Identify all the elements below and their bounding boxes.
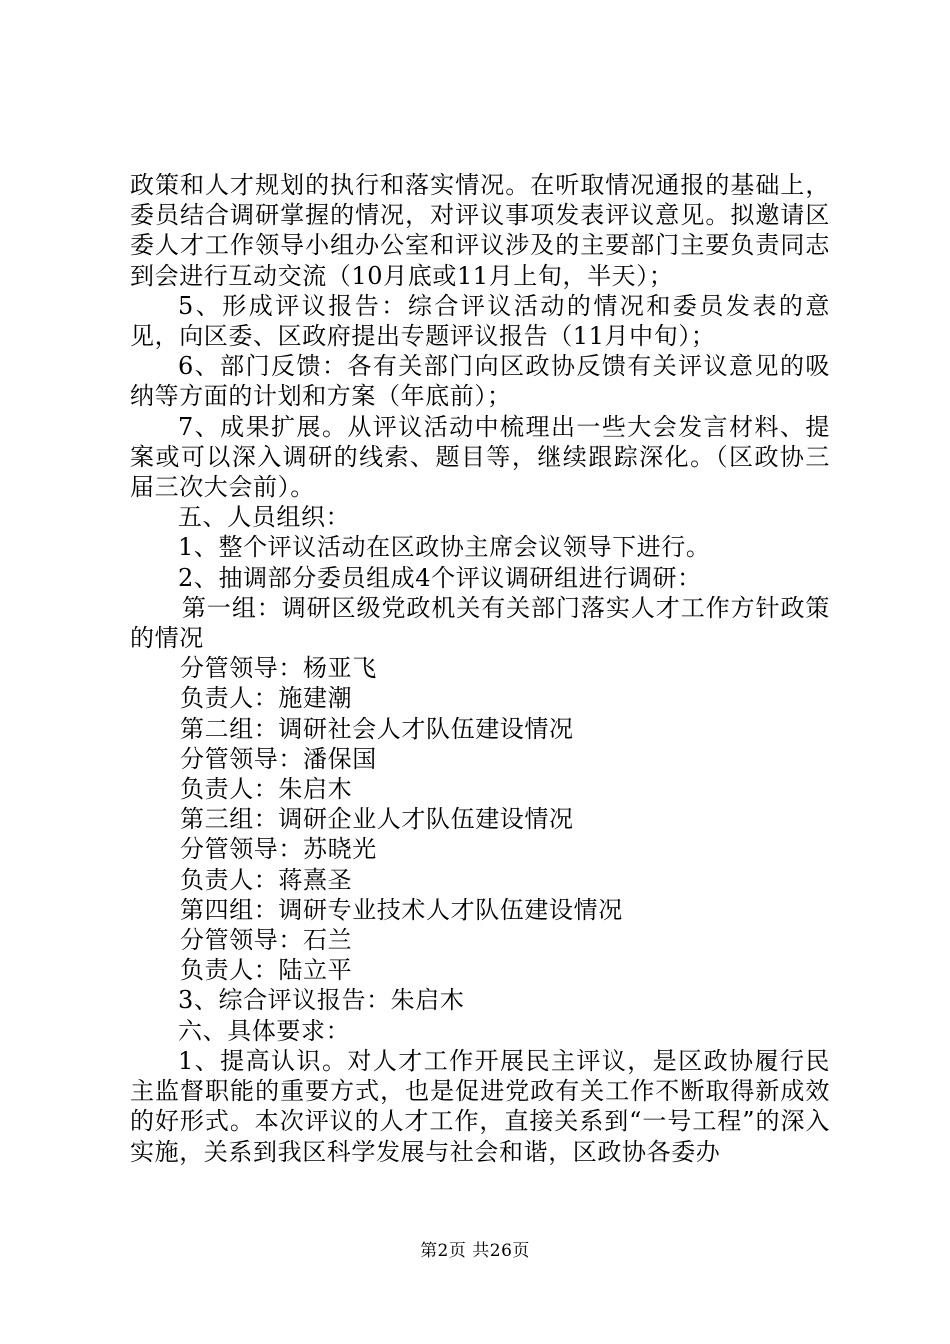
section-heading-requirements: 六、具体要求： — [178, 1016, 351, 1045]
paragraph-requirement-1: 1、提高认识。对人才工作开展民主评议，是区政协履行民主监督职能的重要方式，也是促进党政有关工作不断取得新成效的好形式。本次评议的人才工作，直接关系到“一号工程”的深入实施，关系到我区科学发展与社会和谐，区政协各委办 — [130, 1046, 830, 1166]
paragraph-personnel-1: 1、整个评议活动在区政协主席会议领导下进行。 — [178, 533, 711, 562]
paragraph-step-5: 5、形成评议报告：综合评议活动的情况和委员发表的意见，向区委、区政府提出专题评议报告（11月中旬）； — [130, 291, 830, 351]
group-2-leader: 分管领导：潘保国 — [180, 744, 377, 773]
group-3-title: 第三组：调研企业人才队伍建设情况 — [180, 805, 574, 834]
group-1-leader: 分管领导：杨亚飞 — [180, 654, 377, 683]
paragraph-step-7: 7、成果扩展。从评议活动中梳理出一些大会发言材料、提案或可以深入调研的线索、题目等，继续跟踪深化。（区政协三届三次大会前）。 — [130, 412, 830, 502]
group-3-responsible: 负责人：蒋熹圣 — [180, 865, 353, 894]
group-1-responsible: 负责人：施建潮 — [180, 684, 353, 713]
document-body — [130, 170, 830, 1167]
paragraph-step-6: 6、部门反馈：各有关部门向区政协反馈有关评议意见的吸纳等方面的计划和方案（年底前）； — [130, 352, 830, 411]
paragraph-personnel-3: 3、综合评议报告：朱启木 — [178, 986, 465, 1015]
group-2-responsible: 负责人：朱启木 — [180, 775, 353, 804]
group-3-leader: 分管领导：苏晓光 — [180, 835, 377, 864]
group-4-title: 第四组：调研专业技术人才队伍建设情况 — [180, 895, 623, 924]
group-4-leader: 分管领导：石兰 — [180, 926, 353, 955]
paragraph-personnel-2: 2、抽调部分委员组成4个评议调研组进行调研： — [178, 563, 702, 592]
section-heading-personnel: 五、人员组织： — [178, 503, 351, 532]
group-1-title: 第一组：调研区级党政机关有关部门落实人才工作方针政策的情况 — [130, 593, 830, 653]
paragraph-continuation: 政策和人才规划的执行和落实情况。在听取情况通报的基础上，委员结合调研掌握的情况，对评议事项发表评议意见。拟邀请区委人才工作领导小组办公室和评议涉及的主要部门主要负责同志到会进行互动交流（10月底或11月上旬，半天）； — [130, 171, 830, 290]
group-4-responsible: 负责人：陆立平 — [180, 956, 353, 985]
group-2-title: 第二组：调研社会人才队伍建设情况 — [180, 714, 574, 743]
page-number-footer: 第2页 共26页 — [420, 1241, 530, 1261]
